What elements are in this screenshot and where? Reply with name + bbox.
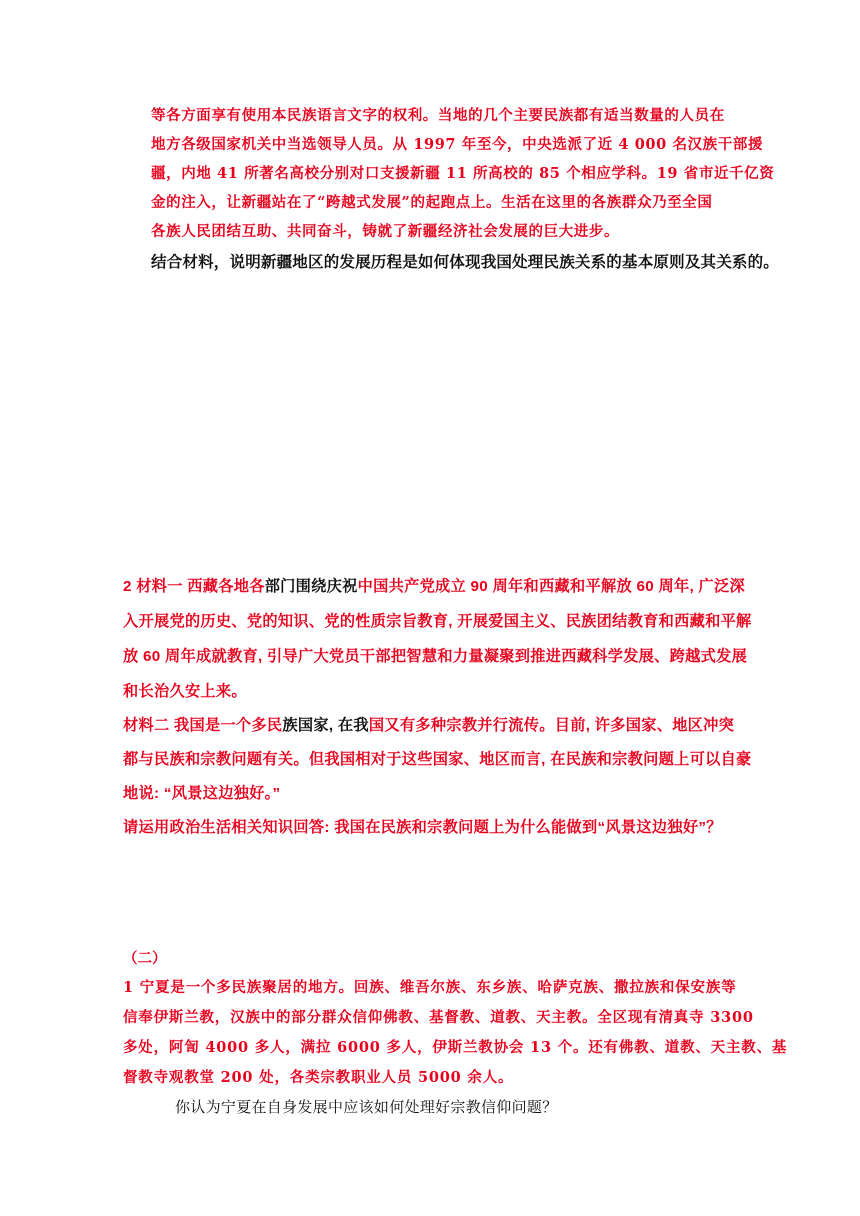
question-text: 请运用政治生活相关知识回答: 我国在民族和宗教问题上为什么能做到“风景这边独好”？: [123, 819, 722, 836]
material-line: [123, 976, 736, 997]
section-heading: （二）: [123, 951, 167, 967]
material-line: 和长治久安上来。: [123, 683, 247, 700]
question-text: 结合材料，说明新疆地区的发展历程是如何体现我国处理民族关系的基本原则及其关系的。: [151, 254, 780, 271]
material-line: 入开展党的历史、党的知识、党的性质宗旨教育, 开展爱国主义、民族团结教育和西藏和平解: [123, 613, 752, 630]
material-text: 尔族、东乡族、哈萨克族、撒拉族和保安族等: [430, 979, 737, 996]
material-text: 1 宁夏是一个多民族聚居的地方。回族、维吾: [123, 979, 431, 996]
material-line: 等各方面享有使用本民族语言文字的权利。当地的几个主要民族都有适当数量的人员在: [151, 107, 725, 124]
material-line: 地说: “风景这边独好。”: [123, 785, 281, 802]
material-two-label: 材料二 我国是一个多民: [123, 717, 283, 734]
material-line: 疆，内地 41 所著名高校分别对口支援新疆 11 所高校的 85 个相应学科。19 省市近千亿资: [151, 165, 775, 182]
material-text-black: 族国家, 在我: [282, 717, 369, 734]
material-line: 各族人民团结互助、共同奋斗，铸就了新疆经济社会发展的巨大进步。: [151, 223, 620, 240]
material-line: 放 60 周年成就教育, 引导广大党员干部把智慧和力量凝聚到推进西藏科学发展、跨越式发展: [123, 648, 748, 665]
material-line: 都与民族和宗教问题有关。但我国相对于这些国家、地区而言, 在民族和宗教问题上可以自豪: [123, 751, 752, 768]
question-text: 你认为宁夏在自身发展中应该如何处理好宗教信仰问题？: [175, 1099, 558, 1116]
material-two-line: [123, 714, 734, 735]
material-line: 地方各级国家机关中当选领导人员。从 1997 年至今，中央选派了近 4 000 名汉族干部援: [151, 136, 764, 153]
material-one-label: 2 材料一 西藏各地各: [123, 578, 265, 595]
material-line: 多处，阿訇 4000 多人，满拉 6000 多人，伊斯兰教协会 13 个。还有佛教、道教、天主教、基: [123, 1039, 788, 1056]
material-line: 金的注入，让新疆站在了“跨越式发展”的起跑点上。生活在这里的各族群众乃至全国: [151, 194, 713, 211]
material-text: 国又有多种宗教并行流传。目前, 许多国家、地区冲突: [368, 717, 735, 734]
material-line: 信奉伊斯兰教，汉族中的部分群众信仰佛教、基督教、道教、天主教。全区现有清真寺 3300: [123, 1009, 754, 1026]
material-one-line: [123, 575, 745, 596]
material-text-black: 部门围绕庆祝: [264, 578, 358, 595]
material-text: 中国共产党成立 90 周年和西藏和平解放 60 周年, 广泛深: [357, 578, 745, 595]
material-line: 督教寺观教堂 200 处，各类宗教职业人员 5000 余人。: [123, 1069, 514, 1086]
